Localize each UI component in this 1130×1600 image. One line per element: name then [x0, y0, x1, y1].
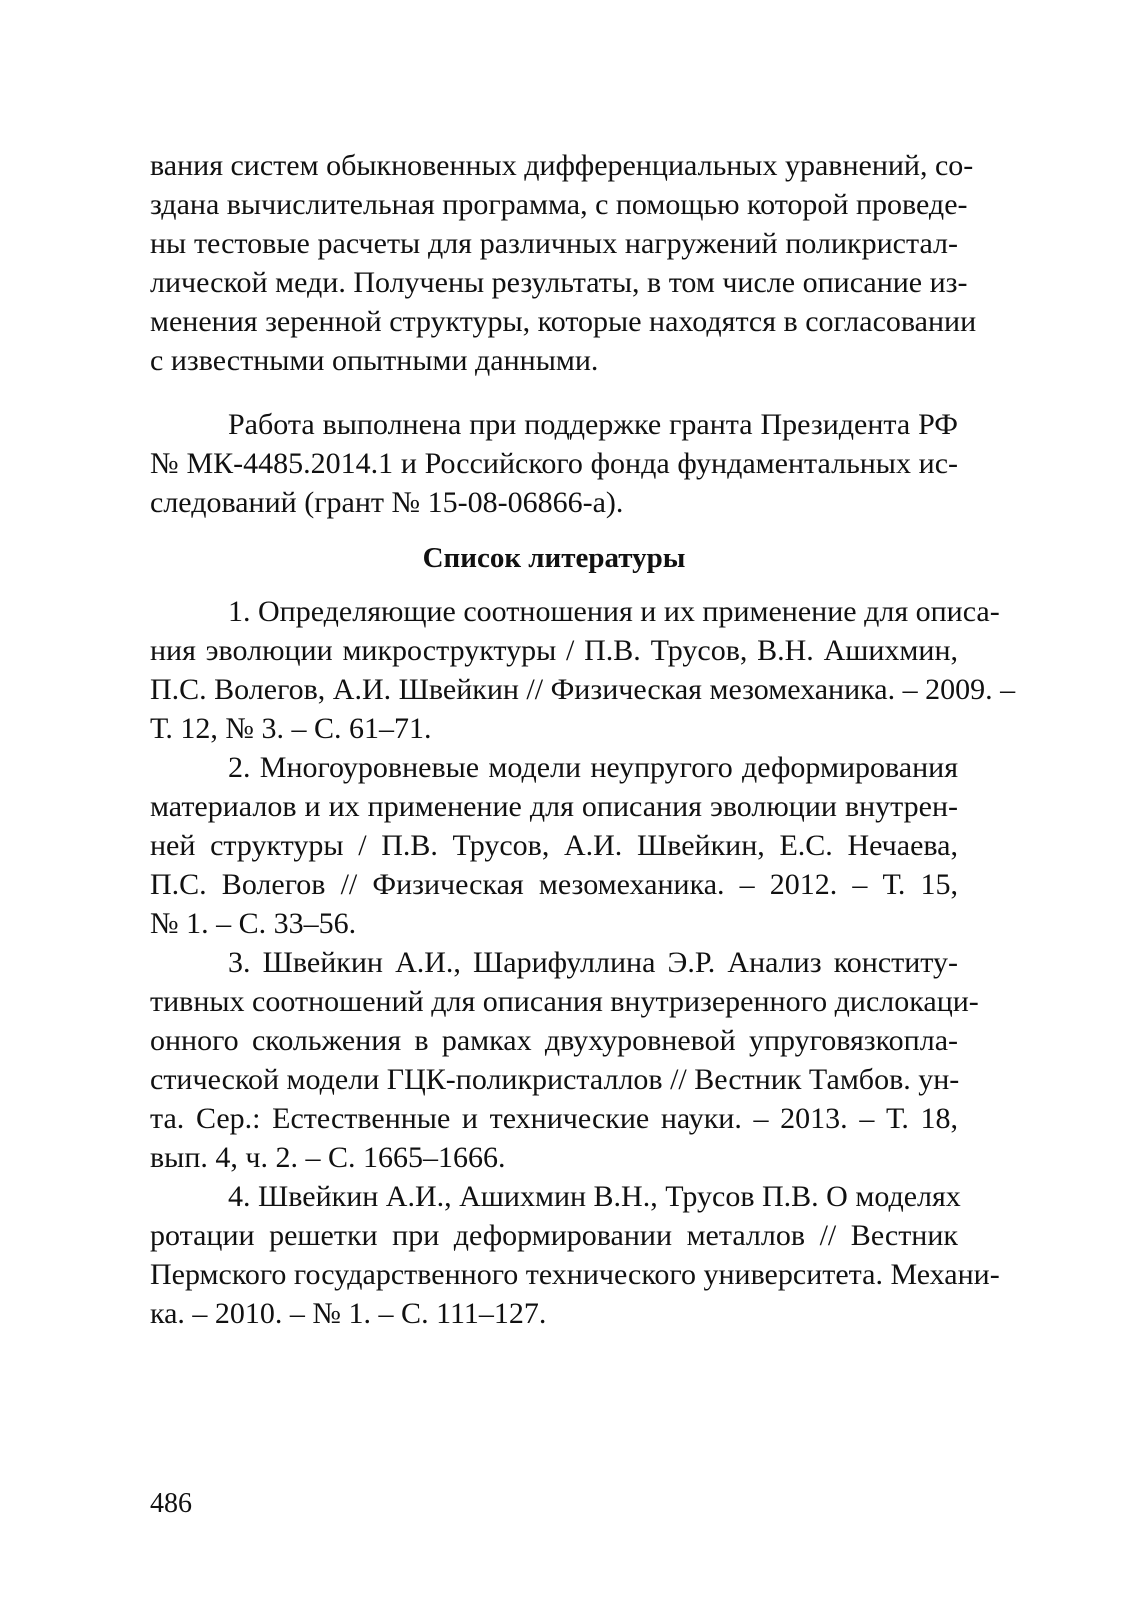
text-line: с известными опытными данными.	[150, 344, 599, 377]
intro-paragraph	[150, 146, 977, 380]
text-line: Пермского государственного технического университета. Механи-	[150, 1258, 1000, 1291]
reference-item	[150, 1177, 1000, 1333]
text-line: онного скольжения в рамках двухуровневой упруговязкопла-	[150, 1024, 958, 1057]
text-line: 2. Многоуровневые модели неупругого деформирования	[228, 751, 958, 784]
text-line: Работа выполнена при поддержке гранта Президента РФ	[228, 408, 958, 441]
text-line: 3. Швейкин А.И., Шарифуллина Э.Р. Анализ конститу-	[228, 946, 958, 979]
text-line: здана вычислительная программа, с помощью которой проведе-	[150, 188, 968, 221]
acknowledgement-paragraph	[150, 405, 958, 522]
reference-item	[150, 943, 979, 1177]
references-list	[150, 592, 1016, 1333]
text-line: менения зеренной структуры, которые находятся в согласовании	[150, 305, 977, 338]
text-line: материалов и их применение для описания эволюции внутрен-	[150, 790, 958, 823]
references-heading: Список литературы	[422, 542, 686, 574]
text-line: № 1. – С. 33–56.	[150, 907, 357, 940]
text-line: ны тестовые расчеты для различных нагружений поликристал-	[150, 227, 958, 260]
text-line: тивных соотношений для описания внутризеренного дислокаци-	[150, 985, 979, 1018]
text-line: вып. 4, ч. 2. – С. 1665–1666.	[150, 1141, 506, 1174]
text-line: П.С. Волегов, А.И. Швейкин // Физическая мезомеханика. – 2009. –	[150, 673, 1016, 706]
text-line: та. Сер.: Естественные и технические науки. – 2013. – Т. 18,	[150, 1102, 958, 1135]
page-number: 486	[150, 1488, 192, 1519]
text-line: лической меди. Получены результаты, в том числе описание из-	[150, 266, 968, 299]
text-line: ка. – 2010. – № 1. – С. 111–127.	[150, 1297, 547, 1330]
text-line: ния эволюции микроструктуры / П.В. Трусов, В.Н. Ашихмин,	[150, 634, 958, 667]
text-line: 4. Швейкин А.И., Ашихмин В.Н., Трусов П.В. О моделях	[228, 1180, 961, 1213]
text-line: ротации решетки при деформировании металлов // Вестник	[150, 1219, 958, 1252]
text-line: 1. Определяющие соотношения и их применение для описа-	[228, 595, 1000, 628]
text-line: № МК-4485.2014.1 и Российского фонда фундаментальных ис-	[150, 447, 958, 480]
text-line: П.С. Волегов // Физическая мезомеханика. – 2012. – Т. 15,	[150, 868, 958, 901]
text-line: вания систем обыкновенных дифференциальных уравнений, со-	[150, 149, 974, 182]
text-line: ней структуры / П.В. Трусов, А.И. Швейкин, Е.С. Нечаева,	[150, 829, 958, 862]
reference-item	[150, 592, 1016, 748]
text-line: стической модели ГЦК-поликристаллов // Вестник Тамбов. ун-	[150, 1063, 960, 1096]
page-body	[150, 146, 1016, 1333]
text-line: Т. 12, № 3. – С. 61–71.	[150, 712, 432, 745]
reference-item	[150, 748, 958, 943]
text-line: следований (грант № 15-08-06866-а).	[150, 486, 624, 519]
paragraph-spacer	[150, 380, 958, 405]
